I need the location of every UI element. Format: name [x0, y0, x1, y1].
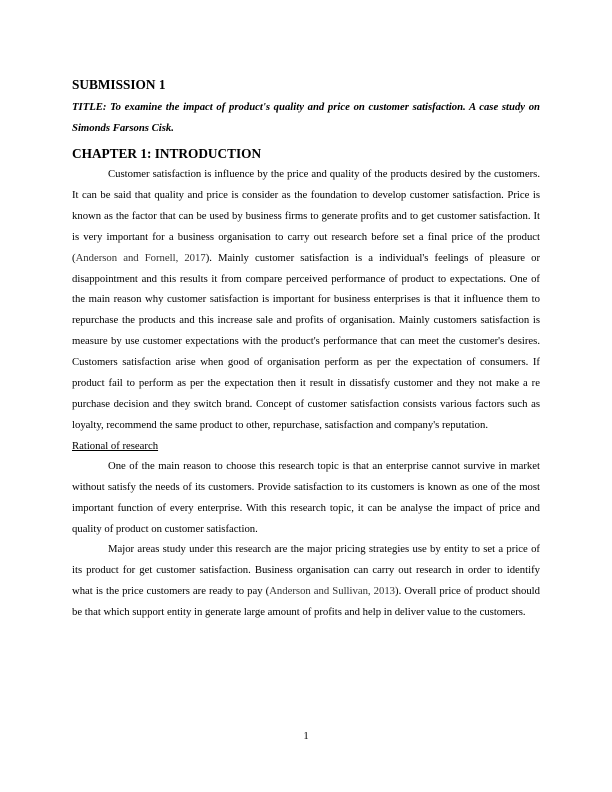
submission-heading: SUBMISSION 1	[72, 77, 166, 92]
intro-paragraph	[72, 164, 540, 436]
chapter-heading: CHAPTER 1: INTRODUCTION	[72, 146, 262, 161]
rational2-citation: Anderson and Sullivan, 2013	[269, 585, 396, 598]
document-page	[72, 76, 540, 623]
intro-text-part2: ). Mainly customer satisfaction is a individual's feelings of pleasure or disappointment and this results it from compare perceived performance of product to expectations. One of the main reason why customer satisfaction is important for business enterprises is that it influence them to repurchase the products and this increase sale and profits of organisation. Mainly customers satisfaction is measure by use customer expectations with the product's performance that can meet the customer's desires. Customers satisfaction arise when good of organisation perform as per the expectation of consumers. If product fail to perform as per the expectation then it result in dissatisfy customer and they not make a re purchase decision and they switch brand. Concept of customer satisfaction consists various factors such as loyalty, recommend the same product to other, repurchase, satisfaction and company's reputation.	[72, 251, 541, 431]
rational2-text-part1: Major areas study under this research are the major pricing strategies use by entity to set a price of its product for get customer satisfaction. Business organisation can carry out research in order to identify what is the price customers are ready to pay (	[72, 543, 540, 598]
intro-text-part1: Customer satisfaction is influence by the price and quality of the products desired by the customers. It can be said that quality and price is consider as the foundation to develop customer satisfaction. Price is known as the factor that can be used by business firms to generate profits and to get customer satisfaction. It is very important for a business organisation to carry out research before set a final price of the product (	[72, 168, 540, 264]
rational-heading: Rational of research	[72, 439, 159, 452]
page-number: 1	[303, 730, 309, 742]
document-title: TITLE: To examine the impact of product's quality and price on customer satisfaction. A case study on Simonds Farsons Cisk.	[72, 101, 540, 134]
rational2-text-part2: ). Overall price of product should be that which support entity in generate large amount of profits and help in deliver value to the customers.	[72, 585, 540, 619]
rational-paragraph-1: One of the main reason to choose this research topic is that an enterprise cannot survive in market without satisfy the needs of its customers. Provide satisfaction to its customers is known as one of the most important function of every enterprise. With this research topic, it can be analyse the impact of price and quality of product on customer satisfaction.	[72, 459, 540, 535]
rational-paragraph-2	[72, 539, 540, 623]
intro-citation: Anderson and Fornell, 2017	[75, 251, 206, 264]
